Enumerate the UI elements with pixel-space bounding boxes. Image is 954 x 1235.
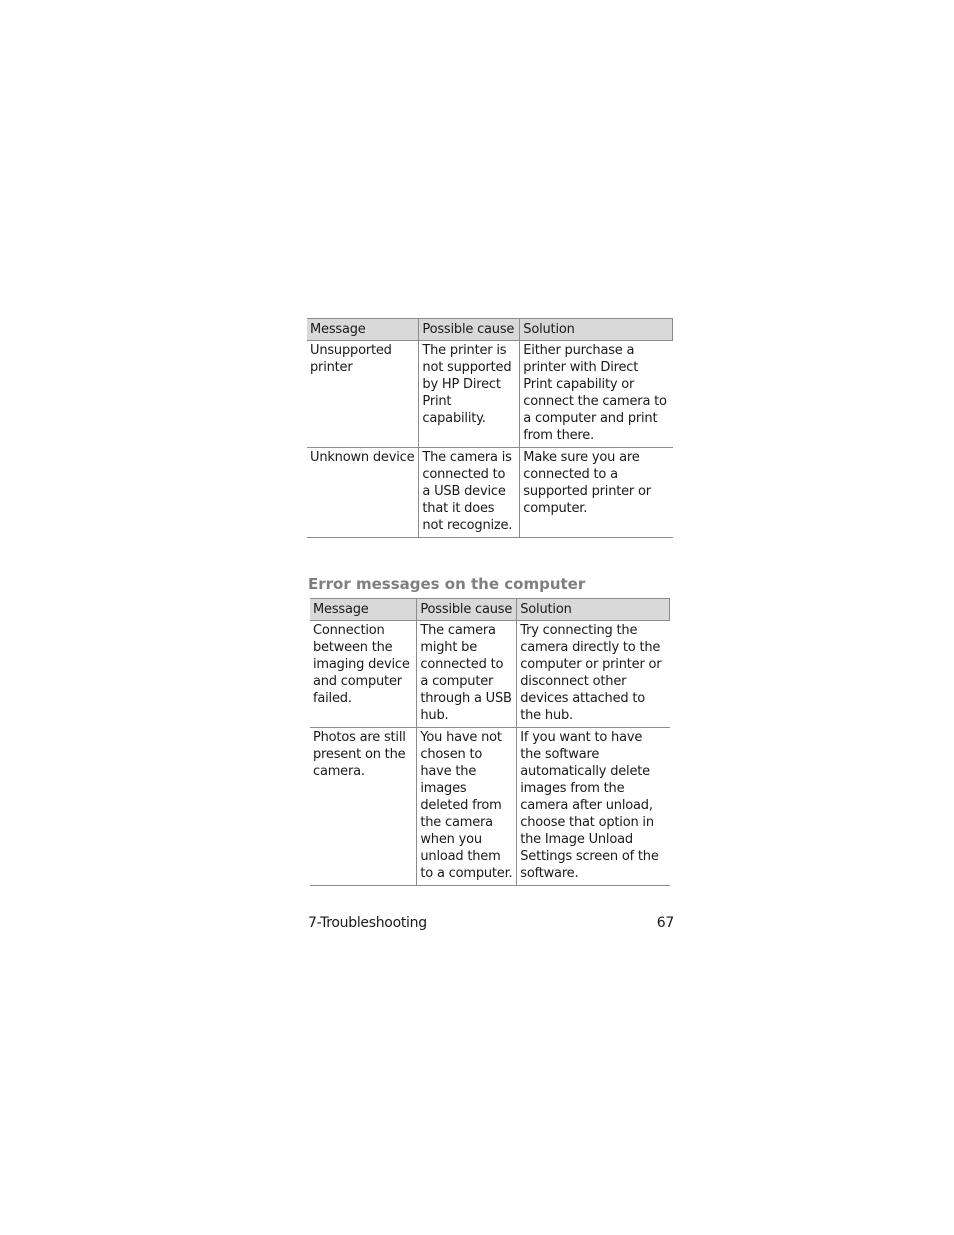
header-solution: Solution	[520, 319, 673, 341]
table-header-row	[310, 599, 670, 621]
table-row	[307, 341, 673, 448]
cell-solution: Try connecting the camera directly to the computer or printer or disconnect other devices attached to the hub.	[517, 621, 670, 728]
cell-cause: You have not chosen to have the images deleted from the camera when you unload them to a computer.	[417, 728, 517, 886]
cell-message: Unsupported printer	[307, 341, 419, 448]
table-row	[307, 448, 673, 538]
cell-solution: Either purchase a printer with Direct Print capability or connect the camera to a computer and print from there.	[520, 341, 673, 448]
header-message: Message	[307, 319, 419, 341]
footer-page-number: 67	[656, 915, 674, 931]
printer-error-table	[307, 318, 673, 538]
computer-error-table	[310, 598, 670, 886]
header-message: Message	[310, 599, 417, 621]
header-solution: Solution	[517, 599, 670, 621]
table-row	[310, 728, 670, 886]
table-header-row	[307, 319, 673, 341]
table-row	[310, 621, 670, 728]
section-heading: Error messages on the computer	[308, 575, 586, 593]
cell-message: Photos are still present on the camera.	[310, 728, 417, 886]
footer-chapter: 7-Troubleshooting	[308, 915, 427, 931]
cell-cause: The camera might be connected to a computer through a USB hub.	[417, 621, 517, 728]
header-possible-cause: Possible cause	[419, 319, 520, 341]
cell-cause: The printer is not supported by HP Direct Print capability.	[419, 341, 520, 448]
cell-solution: Make sure you are connected to a supported printer or computer.	[520, 448, 673, 538]
cell-message: Connection between the imaging device and computer failed.	[310, 621, 417, 728]
header-possible-cause: Possible cause	[417, 599, 517, 621]
cell-solution: If you want to have the software automatically delete images from the camera after unload, choose that option in the Image Unload Settings screen of the software.	[517, 728, 670, 886]
cell-message: Unknown device	[307, 448, 419, 538]
cell-cause: The camera is connected to a USB device that it does not recognize.	[419, 448, 520, 538]
